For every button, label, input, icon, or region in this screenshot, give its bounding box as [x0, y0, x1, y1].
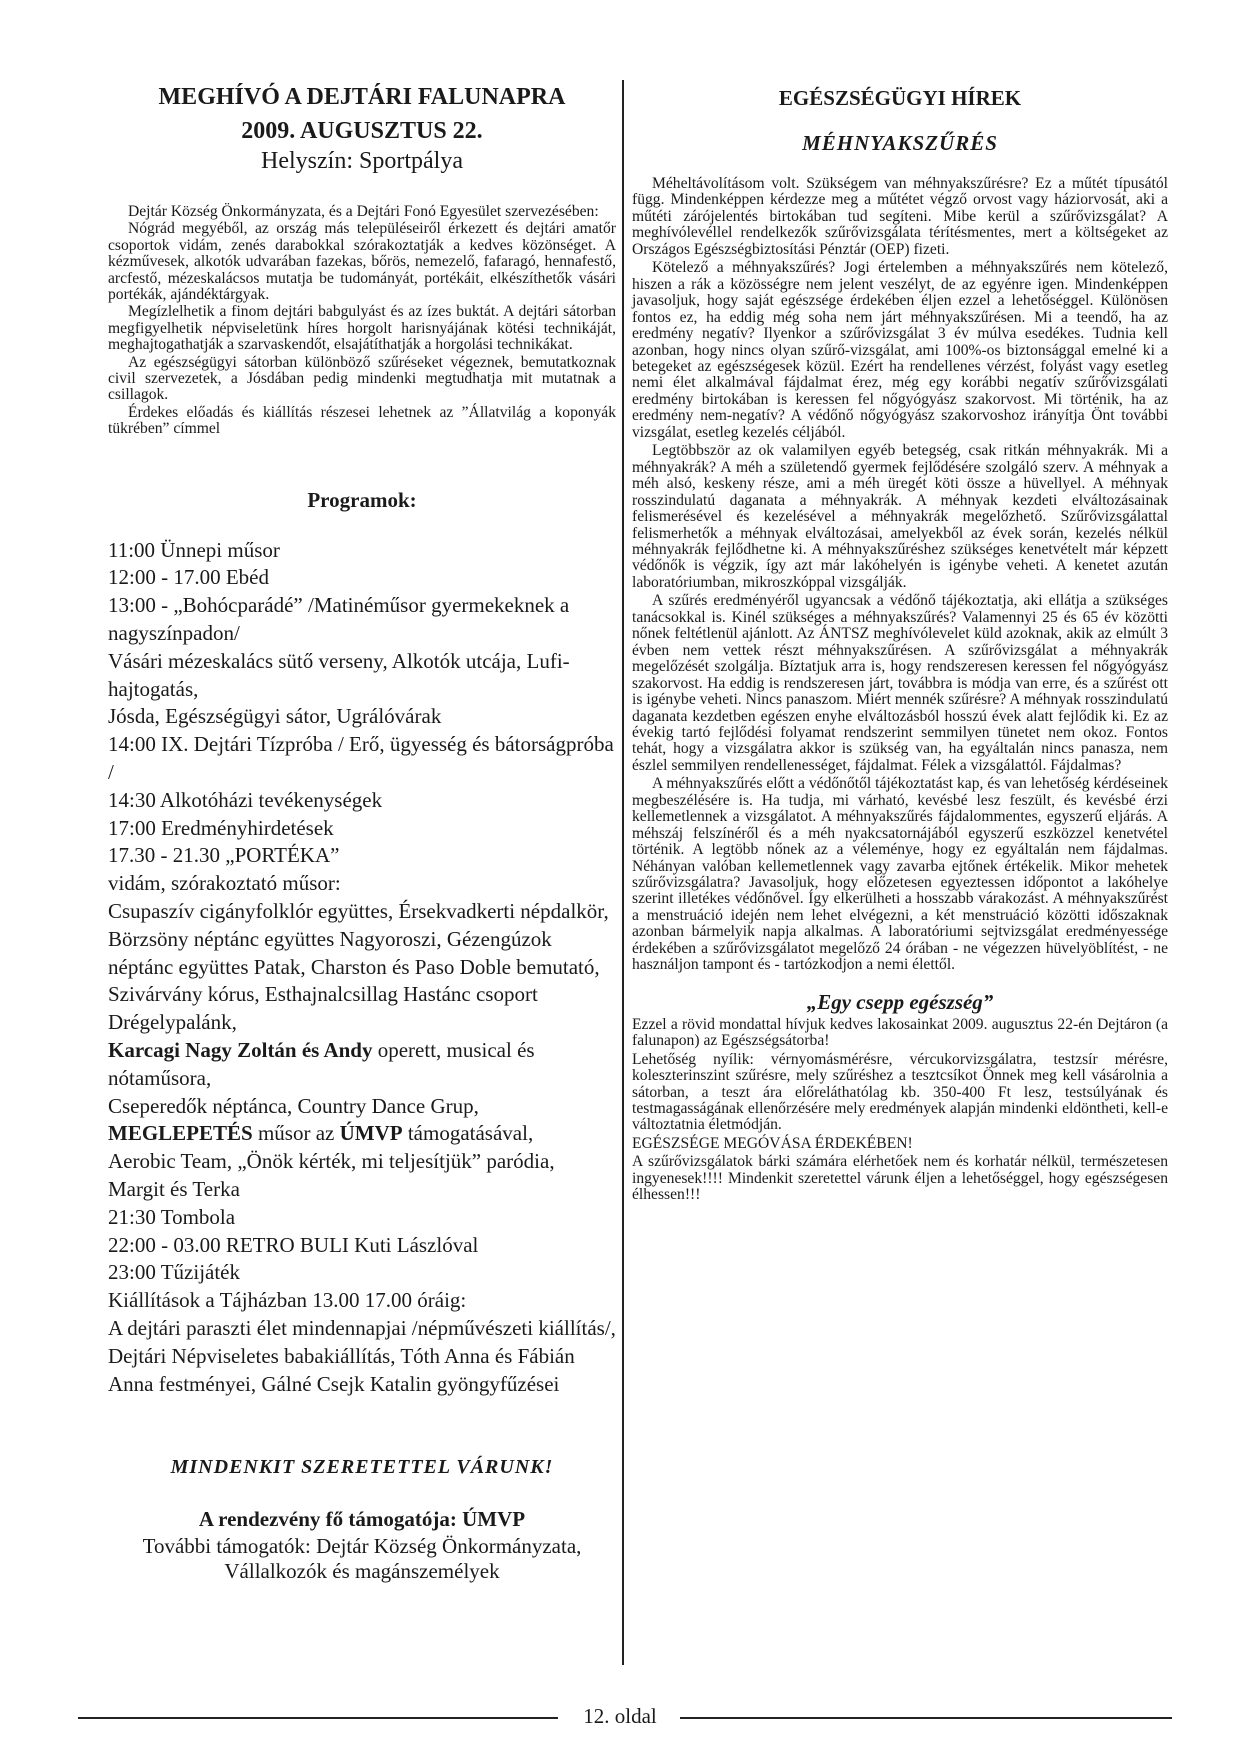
- right-column: [632, 78, 1168, 1206]
- schedule-item: 23:00 Tűzijáték: [108, 1260, 240, 1285]
- performer-desc: operett, musical és nótaműsora,: [108, 1038, 535, 1090]
- program-schedule: [108, 537, 616, 1399]
- screening-subtitle: MÉHNYAKSZŰRÉS: [802, 131, 998, 155]
- schedule-item: 17.30 - 21.30 „PORTÉKA”: [108, 843, 340, 868]
- schedule-item: 21:30 Tombola: [108, 1204, 236, 1229]
- surprise-label: MEGLEPETÉS: [108, 1121, 253, 1146]
- intro-paragraph: Érdekes előadás és kiállítás részesei lehetnek az ”Állatvilág a koponyák tükrében” címmel: [108, 403, 616, 438]
- intro-paragraph: Megízlelhetik a finom dejtári babgulyást és az ízes buktát. A dejtári sátorban megfigyelhetik népviseletünk híres horgolt harisnyájának kötési technikáját, meghajtogathatják a szarvaskendőt, elsajátíthatják a horgolási technikákat.: [108, 303, 616, 354]
- schedule-item: 14:30 Alkotóházi tevékenységek: [108, 787, 383, 812]
- schedule-item: Vásári mézeskalács sütő verseny, Alkotók utcája, Lufi-hajtogatás,: [108, 648, 570, 701]
- schedule-item: 22:00 - 03.00 RETRO BULI Kuti Lászlóval: [108, 1232, 479, 1257]
- surprise-text: műsor az: [252, 1121, 340, 1146]
- article-paragraph: Ezzel a rövid mondattal hívjuk kedves lakosainkat 2009. augusztus 22-én Dejtáron (a falunapon) az Egészségsátorba!: [632, 1015, 1168, 1050]
- invitation-intro: [108, 204, 616, 438]
- intro-paragraph: Nógrád megyéből, az ország más településeiről érkezett és dejtári amatőr csoportok vidám, zenés darabokkal szórakoztatják a kedves közönséget. A kézművesek, alkotók udvarában fazekas, bőrös, nemezelő, fafaragó, hennafestő, arcfestő, mézeskalácsos mutatja be tudományát, portékáit, elkészíthetők vásári portékák, ajándéktárgyak.: [108, 220, 616, 304]
- other-sponsors: További támogatók: Dejtár Község Önkormányzata, Vállalkozók és magánszemélyek: [142, 1534, 582, 1584]
- footer-rule-left: [78, 1717, 558, 1719]
- article-paragraph: A szűrés eredményéről ugyancsak a védőnő tájékoztatja, aki ellátja a szükséges tanácsokkal is. Kinél szükséges a méhnyakszűrés? Valamennyi 25 és 65 év közötti nőnek feltétlenül ajánlott. Az ÁNTSZ meghívólevelet küld azoknak, akik az elmúlt 3 évben nem vettek részt méhnyakszűrésen. A szűrővizsgálat a méhnyakrák megelőzését szolgálja. Bíztatjuk arra is, hogy rendszeresen keressen fel nőgyógyász szakorvost. Ha eddig is rendszeresen járt, továbbra is módja van erre, és a szűrést ott is igénybe veheti. Nincs panaszom. Miért mennék szűrésre? A méhnyak rosszindulatú daganata kezdetben egészen enyhe elváltozásból hosszú évek alatt fejlődik ki. Ez az évekig tartó fejlődési folyamat rendszerint semmilyen tünetet nem okoz. Fontos tehát, hogy a vizsgálatra akkor is szükség van, ha egyáltalán nincs panasza, nem észlel semmilyen rendellenességet, fájdalmat. Félek a vizsgálattól. Fájdalmas?: [632, 592, 1168, 774]
- schedule-item: 13:00 - „Bohócparádé” /Matinéműsor gyermekeknek a nagyszínpadon/: [108, 593, 570, 646]
- screening-article: [632, 176, 1168, 974]
- article-paragraph: Lehetőség nyílik: vérnyomásmérésre, vércukorvizsgálatra, testzsír mérésre, koleszterinszint szűrésre, mely szűréshez a tesztcsíkot Önnek meg kell vásárolnia a sátorban, a teszt ára előreláthatólag kb. 350-400 Ft lesz, testsúlyának és testmagasságának ellenőrzésére mely eredmények alapján mindenki eldöntheti, kell-e változtatnia életmódján.: [632, 1050, 1168, 1134]
- schedule-item: 14:00 IX. Dejtári Tízpróba / Erő, ügyesség és bátorságpróba /: [108, 732, 614, 785]
- article-paragraph: Kötelező a méhnyakszűrés? Jogi értelemben a méhnyakszűrés nem kötelező, hiszen a rák a közösségre nem jelent veszélyt, de az egyénre igen. Mindenképpen javasoljuk, hogy saját egészsége érdekében éljen ezzel a lehetőséggel. Különösen fontos ez, ha eddig még soha nem járt méhnyakszűrésen. Mi a teendő, ha az eredmény negatív? Ilyenkor a szűrővizsgálat 3 év múlva esedékes. Tudnia kell azonban, hogy nincs olyan szűrő-vizsgálat, ami 100%-os biztonsággal emelné ki a betegeket az egészségesek közül. Ezért ha rendellenes vérzést, folyást vagy esetleg nemi élet alkalmával fájdalmat érez, még egy korábbi negatív szűrővizsgálati eredmény birtokában is keressen fel nőgyógyász szakorvost. Mi történik, ha az eredmény nem-negatív? A védőnő nőgyógyász szakorvoshoz irányítja Önt további vizsgálat, esetleg kezelés céljából.: [632, 259, 1168, 441]
- performer-name: Karcagi Nagy Zoltán és Andy: [108, 1038, 373, 1063]
- schedule-item: [108, 1037, 616, 1093]
- schedule-item: Aerobic Team, „Önök kérték, mi teljesítjük” paródia, Margit és Terka: [108, 1149, 555, 1202]
- column-divider: [622, 80, 624, 1665]
- invitation-title: MEGHÍVÓ A DEJTÁRI FALUNAPRA: [158, 84, 566, 110]
- footer-rule-right: [680, 1717, 1172, 1719]
- health-news-title: EGÉSZSÉGÜGYI HÍREK: [778, 86, 1022, 110]
- umvp-label: ÚMVP: [339, 1121, 403, 1146]
- schedule-item: [108, 1120, 616, 1148]
- main-sponsor: A rendezvény fő támogatója: ÚMVP: [198, 1507, 526, 1532]
- surprise-text-end: támogatásával,: [402, 1121, 534, 1146]
- article-paragraph: EGÉSZSÉGE MEGÓVÁSA ÉRDEKÉBEN!: [632, 1134, 913, 1152]
- article-paragraph: A méhnyakszűrés előtt a védőnőtől tájékoztatást kap, és van lehetőség kérdéseinek megbeszélésére is. Ha tudja, mi várható, kevésbé lesz feszült, és kevésbé érzi kellemetlennek a vizsgálatot. A méhnyakszűrés fájdalommentes, egyszerű eljárás. A méhszáj felszínéről és a méh nyakcsatornájából egyszerű eszközzel kenetvétel történik. A legtöbb nőnek az a véleménye, hogy ez egyáltalán nem fájdalmas. Néhányan valóban kellemetlennek vagy zavarba ejtőnek értékelik. Mikor mehetek szűrővizsgálatra? Javasoljuk, hogy előzetesen egyeztessen időpontot a lakóhelye szerint illetékes védőnővel. Így elkerülheti a hosszabb várakozást. A méhnyakszűrést a menstruáció idején nem lehet elvégezni, a két menstruáció közötti időszaknak azonban bármelyik napja alkalmas. A laboratóriumi sejtvizsgálat eredményessége érdekében a szűrővizsgálatot megelőző 24 órában - ne végezzen hüvelyöblítést, - ne használjon tampont és - tartózkodjon a nemi élettől.: [632, 775, 1168, 974]
- health-tent-article: [632, 1017, 1168, 1204]
- schedule-item: 12:00 - 17.00 Ebéd: [108, 565, 269, 590]
- left-column: [108, 78, 616, 1584]
- invitation-date: 2009. AUGUSZTUS 22.: [241, 118, 483, 144]
- programs-heading: Programok:: [307, 487, 417, 512]
- schedule-item: Cseperedők néptánca, Country Dance Grup,: [108, 1093, 479, 1118]
- article-paragraph: A szűrővizsgálatok bárki számára elérhetőek nem és korhatár nélkül, természetesen ingyenesek!!!! Mindenkit szeretettel várunk éljen a lehetőséggel, hogy egészségesen élhessen!!!: [632, 1153, 1168, 1204]
- invitation-location: Helyszín: Sportpálya: [261, 148, 463, 174]
- closing-motto: MINDENKIT SZERETETTEL VÁRUNK!: [170, 1456, 554, 1479]
- schedule-item: A dejtári paraszti élet mindennapjai /népművészeti kiállítás/, Dejtári Népviseletes babakiállítás, Tóth Anna és Fábián Anna festményei, Gálné Csejk Katalin gyöngyfűzései: [108, 1316, 616, 1396]
- intro-paragraph: Az egészségügyi sátorban különböző szűréseket végeznek, bemutatkoznak civil szervezetek, a Jósdában pedig mindenki megtudhatja mit mutatnak a csillagok.: [108, 353, 616, 404]
- schedule-item: Kiállítások a Tájházban 13.00 17.00 óráig:: [108, 1288, 467, 1313]
- health-tent-subtitle: „Egy csepp egészség”: [806, 989, 994, 1014]
- page-number: 12. oldal: [583, 1704, 657, 1728]
- schedule-item: Jósda, Egészségügyi sátor, Ugrálóvárak: [108, 704, 442, 729]
- schedule-item: 11:00 Ünnepi műsor: [108, 537, 280, 562]
- article-paragraph: Legtöbbször az ok valamilyen egyéb betegség, csak ritkán méhnyakrák. Mi a méhnyakrák? A méh a születendő gyermek fejlődésére szolgáló szerv. A méhnyak a méh alsó, keskeny része, ami a méh üregét köti össze a hüvellyel. A méhnyak rosszindulatú daganata a méhnyakrák. A méhnyak kezdeti elváltozásainak felismerésével és kezelésével a méhnyakrák megelőzhető. Szűrővizsgálattal felismerhetők a méhnyak elváltozásai, amelyekből az évek során, kezelés nélkül méhnyakrák fejlődhetne ki. A méhnyakszűréshez szükséges kenetvételt már képzett védőnők is végzik, így azt már lakóhelyén is igénybe veheti. A kenetet azután laboratóriumban, mikroszkóppal vizsgálják.: [632, 442, 1168, 591]
- schedule-item: vidám, szórakoztató műsor:: [108, 871, 341, 896]
- schedule-item: Csupaszív cigányfolklór együttes, Érsekvadkerti népdalkör, Börzsöny néptánc együttes Nagyoroszi, Gézengúzok néptánc együttes Patak, Charston és Paso Doble bemutató, Szivárvány kórus, Esthajnalcsillag Hastánc csoport Drégelypalánk,: [108, 899, 609, 1035]
- article-paragraph: Méheltávolításom volt. Szükségem van méhnyakszűrésre? Ez a műtét típusától függ. Mindenképpen kérdezze meg a műtétet végző orvost vagy háziorvosát, aki a műtéti zárójelentés birtokában tud segíteni. Mibe kerül a szűrővizsgálat? A meghívólevéllel rendelkezők szűrővizsgálata térítésmentes, mert a költségeket az Országos Egészségbiztosítási Pénztár (OEP) fizeti.: [632, 175, 1168, 258]
- schedule-item: 17:00 Eredményhirdetések: [108, 815, 334, 840]
- intro-paragraph: Dejtár Község Önkormányzata, és a Dejtári Fonó Egyesület szervezésében:: [128, 203, 599, 220]
